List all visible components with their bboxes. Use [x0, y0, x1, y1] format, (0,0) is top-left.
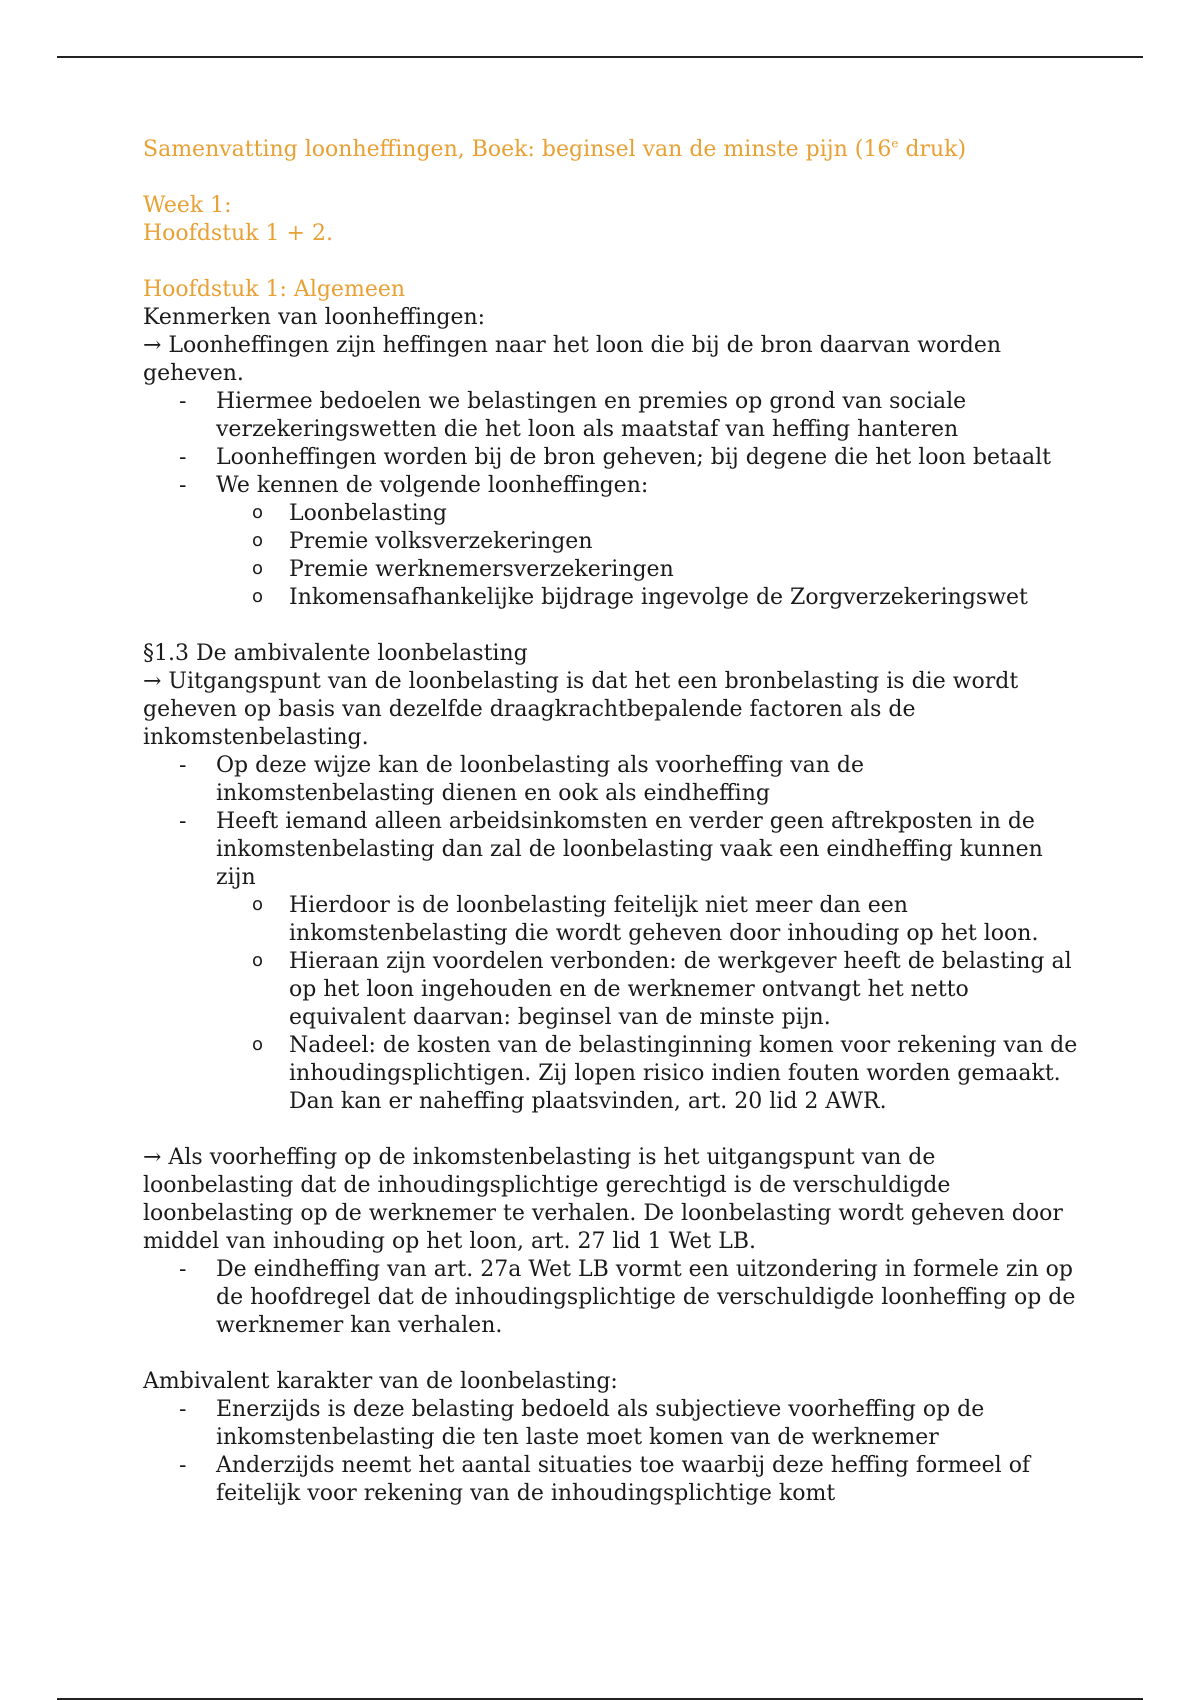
week-label: Week 1:: [143, 193, 232, 218]
section-sublist: [216, 892, 1083, 1116]
ambivalent-label: Ambivalent karakter van de loonbelasting:: [143, 1369, 618, 1394]
list-item: o Hieraan zijn voordelen verbonden: de werkgever heeft de belasting al op het loon ingehouden en de werknemer ontvangt het netto equivalent daarvan: beginsel van de minste pijn.: [289, 948, 1083, 1032]
section-list: [143, 752, 1083, 1116]
list-item: o Premie volksverzekeringen: [289, 528, 1083, 556]
list-item: o Hierdoor is de loonbelasting feitelijk niet meer dan een inkomstenbelasting die wordt geheven door inhouding op het loon.: [289, 892, 1083, 948]
list-item: - Op deze wijze kan de loonbelasting als voorheffing van de inkomstenbelasting dienen en ook als eindheffing: [216, 752, 1083, 808]
voorheffing-arrow-paragraph: → Als voorheffing op de inkomstenbelasting is het uitgangspunt van de loonbelasting dat de inhoudingsplichtige gerechtigd is de verschuldigde loonbelasting op de werknemer te verhalen. De loonbelasting wordt geheven door middel van inhouding op het loon, art. 27 lid 1 Wet LB.: [143, 1145, 1063, 1254]
kenmerken-list: [143, 388, 1083, 612]
kenmerken-label: Kenmerken van loonheffingen:: [143, 305, 486, 330]
ambivalent-list: [143, 1396, 1083, 1508]
heffingen-sublist: [216, 500, 1083, 612]
list-item: - Loonheffingen worden bij de bron geheven; bij degene die het loon betaalt: [216, 444, 1083, 472]
list-item: o Nadeel: de kosten van de belastinginning komen voor rekening van de inhoudingsplichtigen. Zij lopen risico indien fouten worden gemaakt. Dan kan er naheffing plaatsvinden, art. 20 lid 2 AWR.: [289, 1032, 1083, 1116]
list-item: o Loonbelasting: [289, 500, 1083, 528]
list-item: - We kennen de volgende loonheffingen: o Loonbelasting o Premie volksverzekeringen o Premie werknemersverzekeringen o Inkomensafhankelijke bijdrage ingevolge de Zorgverzekeringswet: [216, 472, 1083, 612]
document-page: [143, 136, 1083, 1508]
list-item: - Heeft iemand alleen arbeidsinkomsten en verder geen aftrekposten in de inkomstenbelasting dan zal de loonbelasting vaak een eindheffing kunnen zijn o Hierdoor is de loonbelasting feitelijk niet meer dan een inkomstenbelasting die wordt geheven door inhouding op het loon. o Hieraan zijn voordelen verbonden: de werkgever heeft de belasting al op het loon ingehouden en de werknemer ontvangt het netto equivalent daarvan: beginsel van de minste pijn. o Nadeel: de kosten van de belastinginning komen voor rekening van de inhoudingsplichtigen. Zij lopen risico indien fouten worden gemaakt. Dan kan er naheffing plaatsvinden, art. 20 lid 2 AWR.: [216, 808, 1083, 1116]
list-item: o Premie werknemersverzekeringen: [289, 556, 1083, 584]
section-heading: §1.3 De ambivalente loonbelasting: [143, 641, 528, 666]
list-item: - Enerzijds is deze belasting bedoeld als subjectieve voorheffing op de inkomstenbelasting die ten laste moet komen van de werknemer: [216, 1396, 1083, 1452]
chapters-label: Hoofdstuk 1 + 2.: [143, 221, 333, 246]
document-title: Samenvatting loonheffingen, Boek: beginsel van de minste pijn (16e druk): [143, 136, 967, 162]
voorheffing-list: [143, 1256, 1083, 1340]
section-arrow-paragraph: → Uitgangspunt van de loonbelasting is dat het een bronbelasting is die wordt geheven op basis van dezelfde draagkrachtbepalende factoren als de inkomstenbelasting.: [143, 669, 1019, 750]
list-item: - Hiermee bedoelen we belastingen en premies op grond van sociale verzekeringswetten die het loon als maatstaf van heffing hanteren: [216, 388, 1083, 444]
list-item: - De eindheffing van art. 27a Wet LB vormt een uitzondering in formele zin op de hoofdregel dat de inhoudingsplichtige de verschuldigde loonheffing op de werknemer kan verhalen.: [216, 1256, 1083, 1340]
list-item: - Anderzijds neemt het aantal situaties toe waarbij deze heffing formeel of feitelijk voor rekening van de inhoudingsplichtige komt: [216, 1452, 1083, 1508]
chapter-heading: Hoofdstuk 1: Algemeen: [143, 277, 406, 302]
list-item: o Inkomensafhankelijke bijdrage ingevolge de Zorgverzekeringswet: [289, 584, 1083, 612]
kenmerken-arrow-paragraph: → Loonheffingen zijn heffingen naar het loon die bij de bron daarvan worden geheven.: [143, 333, 1002, 386]
header-rule: [57, 56, 1143, 58]
